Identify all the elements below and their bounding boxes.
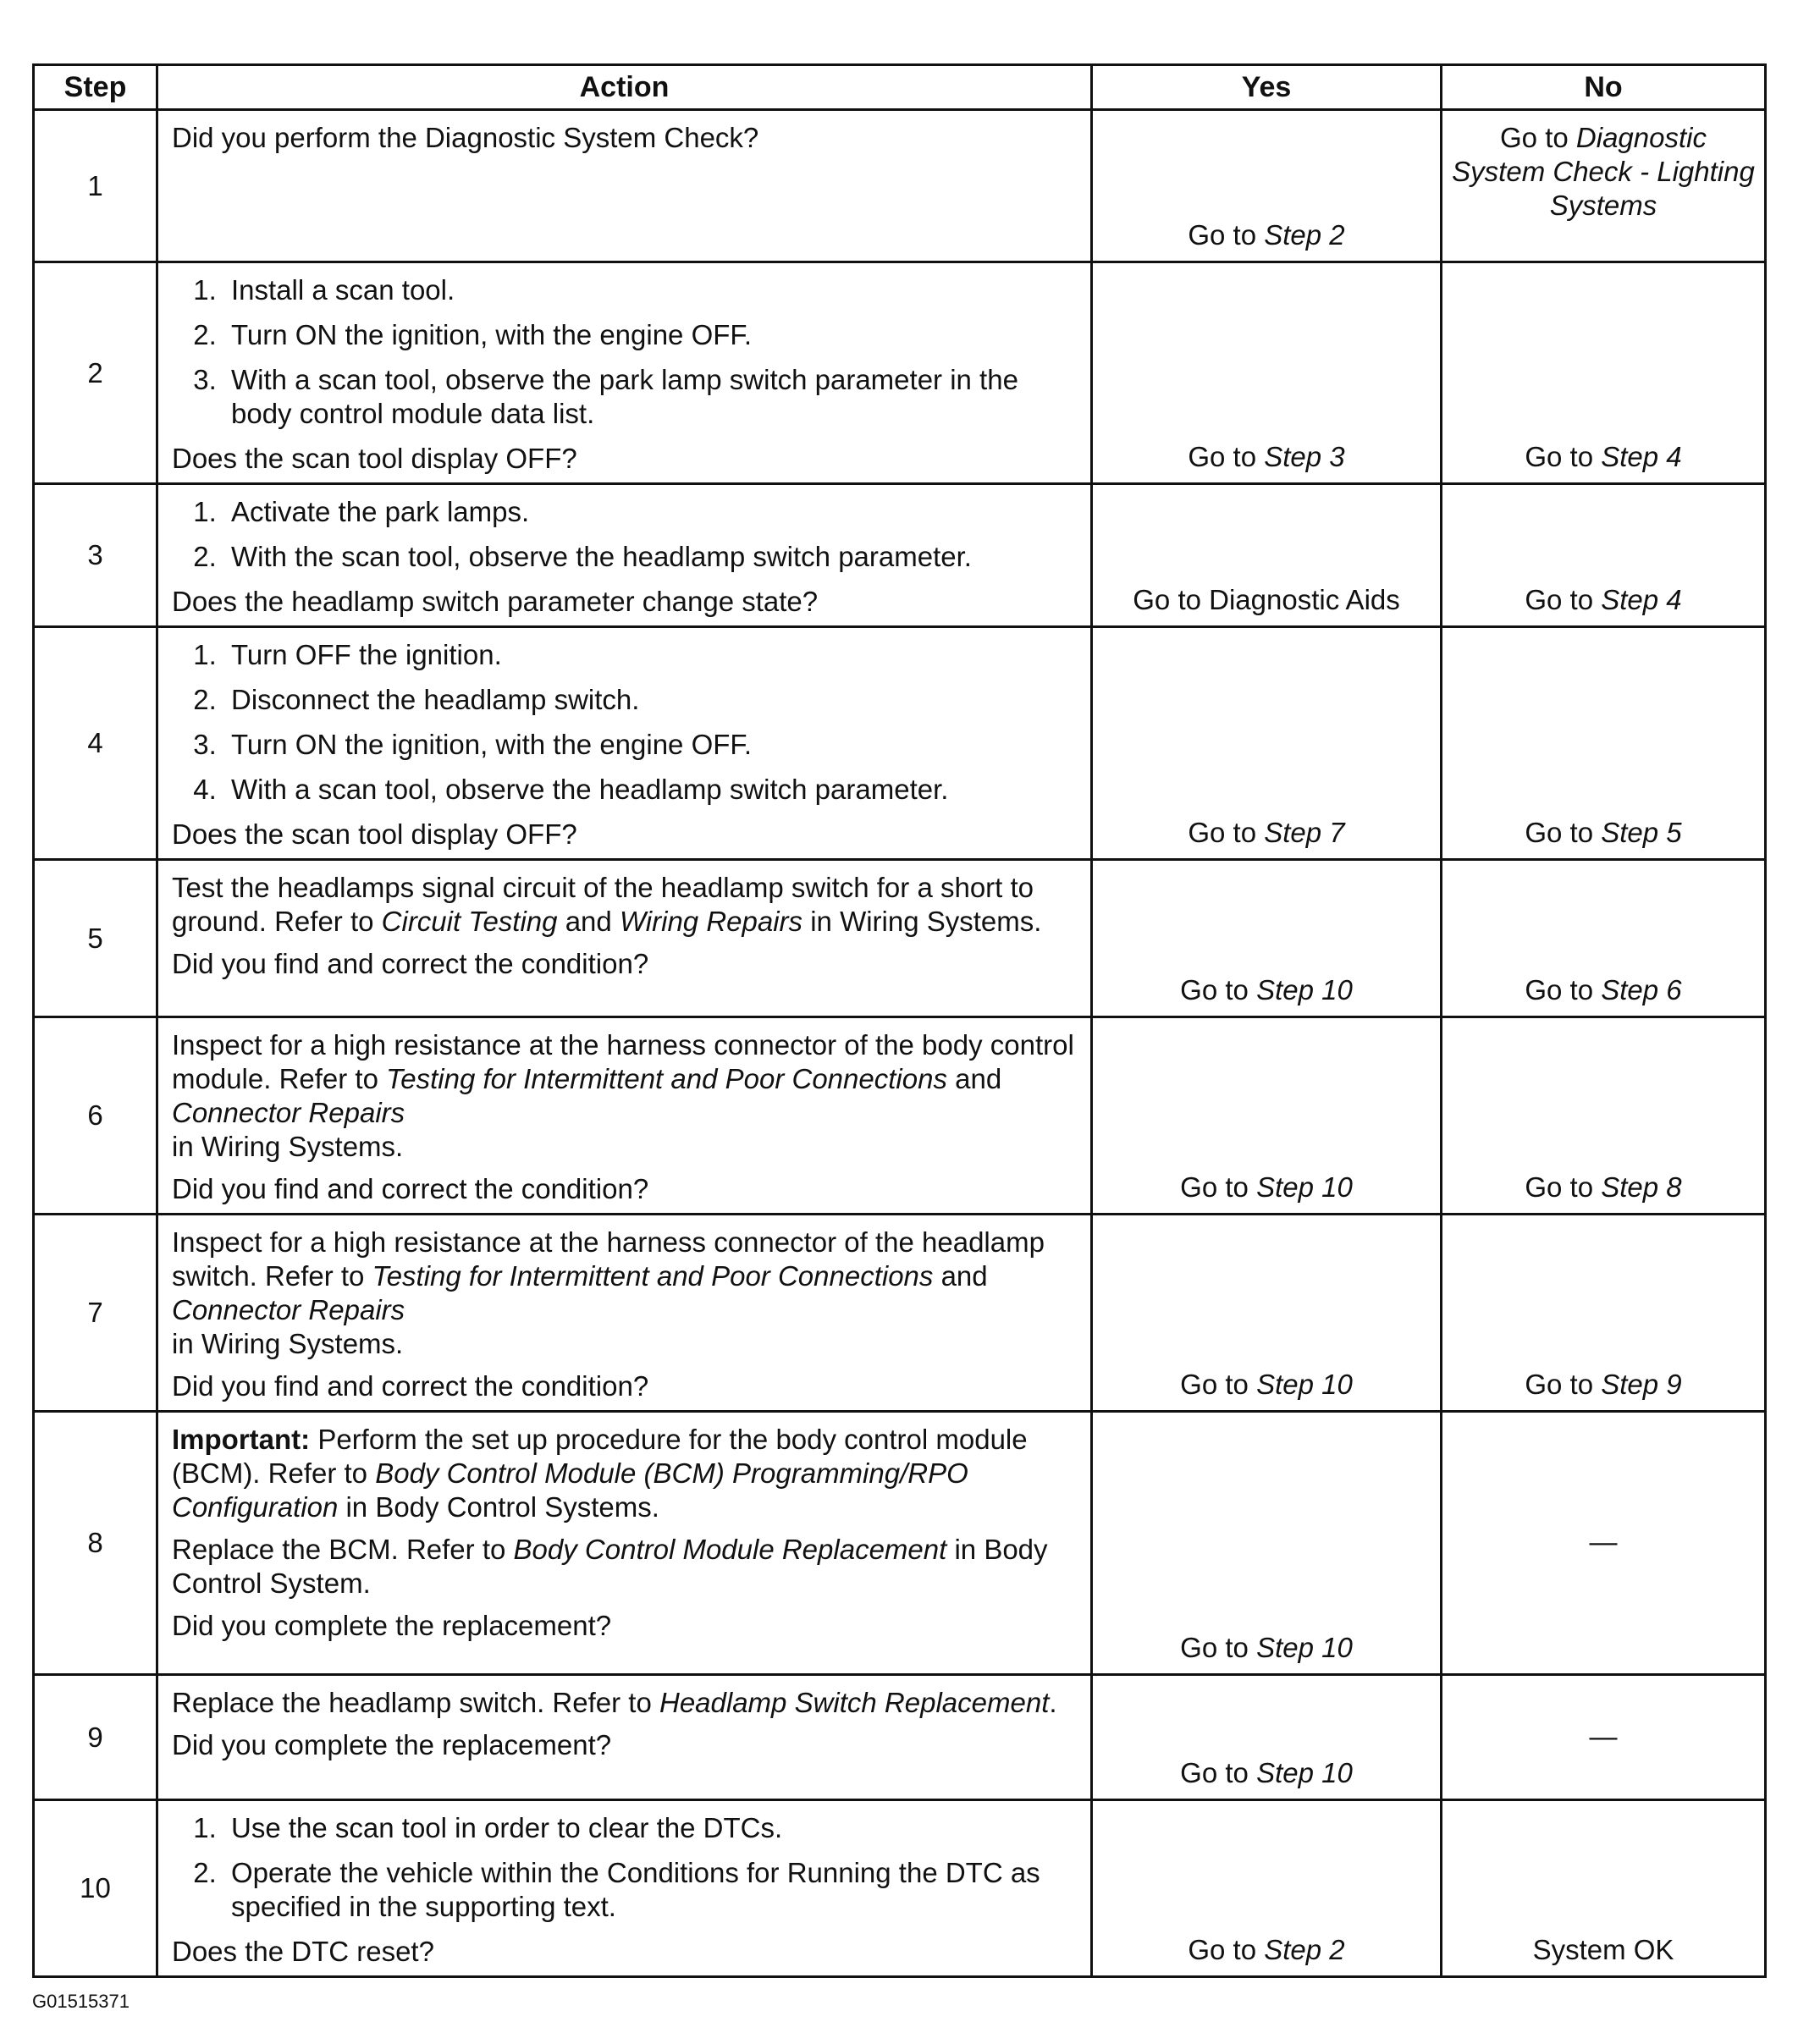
- yes-cell: Go to Step 2: [1092, 1800, 1442, 1977]
- yes-cell: Go to Step 10: [1092, 860, 1442, 1017]
- table-row: [34, 1675, 1766, 1800]
- question: Does the DTC reset?: [172, 1936, 434, 1967]
- important-note: Important: Perform the set up procedure for the body control module (BCM). Refer to Body Control Module (BCM) Programming/RPO Configuration in Body Control Systems.: [172, 1424, 1028, 1523]
- action-cell: [157, 484, 1092, 627]
- no-cell: [1442, 1675, 1766, 1800]
- diagnostic-table: [32, 63, 1767, 1978]
- table-row: [34, 627, 1766, 860]
- step-number: 9: [34, 1675, 157, 1800]
- step-number: 4: [34, 627, 157, 860]
- question: Does the headlamp switch parameter change state?: [172, 586, 819, 617]
- header-no: No: [1442, 65, 1766, 110]
- instruction-text: Test the headlamps signal circuit of the headlamp switch for a short to ground. Refer to Circuit Testing and Wiring Repairs in Wiring Systems.: [172, 872, 1042, 937]
- question: Did you complete the replacement?: [172, 1610, 612, 1641]
- action-cell: [157, 860, 1092, 1017]
- table-row: [34, 1800, 1766, 1977]
- no-cell: Go to Step 8: [1442, 1017, 1766, 1215]
- step-number: 2: [34, 262, 157, 484]
- instruction-list: [172, 495, 1077, 574]
- header-row: [34, 65, 1766, 110]
- instruction-item: 4. With a scan tool, observe the headlamp switch parameter.: [224, 773, 1077, 807]
- instruction-list: [172, 1811, 1077, 1924]
- header-action: Action: [157, 65, 1092, 110]
- table-row: [34, 1017, 1766, 1215]
- header-yes: Yes: [1092, 65, 1442, 110]
- yes-cell: Go to Step 3: [1092, 262, 1442, 484]
- instruction-item: 1. Turn OFF the ignition.: [224, 638, 1077, 672]
- step-number: 10: [34, 1800, 157, 1977]
- instruction-item: 2. With the scan tool, observe the headlamp switch parameter.: [224, 540, 1077, 574]
- no-cell: Go to Step 5: [1442, 627, 1766, 860]
- header-step: Step: [34, 65, 157, 110]
- action-cell: [157, 262, 1092, 484]
- instruction-list: [172, 638, 1077, 807]
- figure-id: G01515371: [32, 1991, 130, 2012]
- yes-cell: Go to Step 10: [1092, 1675, 1442, 1800]
- action-cell: [157, 1800, 1092, 1977]
- instruction-item: 2. Operate the vehicle within the Conditions for Running the DTC as specified in the supporting text.: [224, 1856, 1077, 1924]
- table-row: [34, 1412, 1766, 1675]
- yes-cell: Go to Diagnostic Aids: [1092, 484, 1442, 627]
- instruction-list: [172, 273, 1077, 431]
- step-number: 7: [34, 1215, 157, 1412]
- question: Does the scan tool display OFF?: [172, 818, 577, 850]
- table-row: [34, 110, 1766, 262]
- action-cell: [157, 1215, 1092, 1412]
- step-number: 3: [34, 484, 157, 627]
- action-cell: [157, 1412, 1092, 1675]
- yes-cell: Go to Step 10: [1092, 1215, 1442, 1412]
- question: Did you find and correct the condition?: [172, 1173, 649, 1204]
- yes-cell: Go to Step 10: [1092, 1412, 1442, 1675]
- instruction-item: 3. With a scan tool, observe the park lamp switch parameter in the body control module data list.: [224, 363, 1077, 431]
- no-cell: Go to Step 4: [1442, 484, 1766, 627]
- yes-cell: Go to Step 2: [1092, 110, 1442, 262]
- no-cell: Go to Diagnostic System Check - Lighting Systems: [1442, 110, 1766, 262]
- action-cell: [157, 627, 1092, 860]
- no-cell: System OK: [1442, 1800, 1766, 1977]
- important-label: Important:: [172, 1424, 311, 1455]
- table-row: [34, 262, 1766, 484]
- instruction-item: 2. Disconnect the headlamp switch.: [224, 683, 1077, 717]
- table-row: [34, 1215, 1766, 1412]
- no-cell: [1442, 1412, 1766, 1675]
- action-cell: [157, 1675, 1092, 1800]
- table-row: [34, 484, 1766, 627]
- action-cell: [157, 1017, 1092, 1215]
- step-number: 8: [34, 1412, 157, 1675]
- question: Did you find and correct the condition?: [172, 948, 649, 979]
- question: Does the scan tool display OFF?: [172, 443, 577, 474]
- question: Did you complete the replacement?: [172, 1729, 612, 1760]
- no-cell: Go to Step 6: [1442, 860, 1766, 1017]
- dash-mark: —: [1589, 1526, 1618, 1557]
- instruction-text: Inspect for a high resistance at the harness connector of the headlamp switch. Refer to Testing for Intermittent and Poor Connections and Connector Repairs in Wiring Systems.: [172, 1226, 1045, 1359]
- yes-cell: Go to Step 10: [1092, 1017, 1442, 1215]
- no-cell: Go to Step 4: [1442, 262, 1766, 484]
- question: Did you perform the Diagnostic System Check?: [172, 122, 759, 153]
- instruction-text: Replace the BCM. Refer to Body Control Module Replacement in Body Control System.: [172, 1534, 1048, 1599]
- no-cell: Go to Step 9: [1442, 1215, 1766, 1412]
- step-number: 6: [34, 1017, 157, 1215]
- instruction-text: Inspect for a high resistance at the harness connector of the body control module. Refer to Testing for Intermittent and Poor Connections and Connector Repairs in Wiring Systems.: [172, 1029, 1074, 1162]
- instruction-item: 1. Install a scan tool.: [224, 273, 1077, 307]
- table-row: [34, 860, 1766, 1017]
- step-number: 5: [34, 860, 157, 1017]
- instruction-item: 3. Turn ON the ignition, with the engine OFF.: [224, 728, 1077, 762]
- yes-cell: Go to Step 7: [1092, 627, 1442, 860]
- instruction-item: 1. Activate the park lamps.: [224, 495, 1077, 529]
- instruction-item: 1. Use the scan tool in order to clear the DTCs.: [224, 1811, 1077, 1845]
- instruction-item: 2. Turn ON the ignition, with the engine OFF.: [224, 318, 1077, 352]
- step-number: 1: [34, 110, 157, 262]
- dash-mark: —: [1589, 1720, 1618, 1752]
- action-cell: [157, 110, 1092, 262]
- instruction-text: Replace the headlamp switch. Refer to Headlamp Switch Replacement.: [172, 1687, 1057, 1718]
- question: Did you find and correct the condition?: [172, 1370, 649, 1402]
